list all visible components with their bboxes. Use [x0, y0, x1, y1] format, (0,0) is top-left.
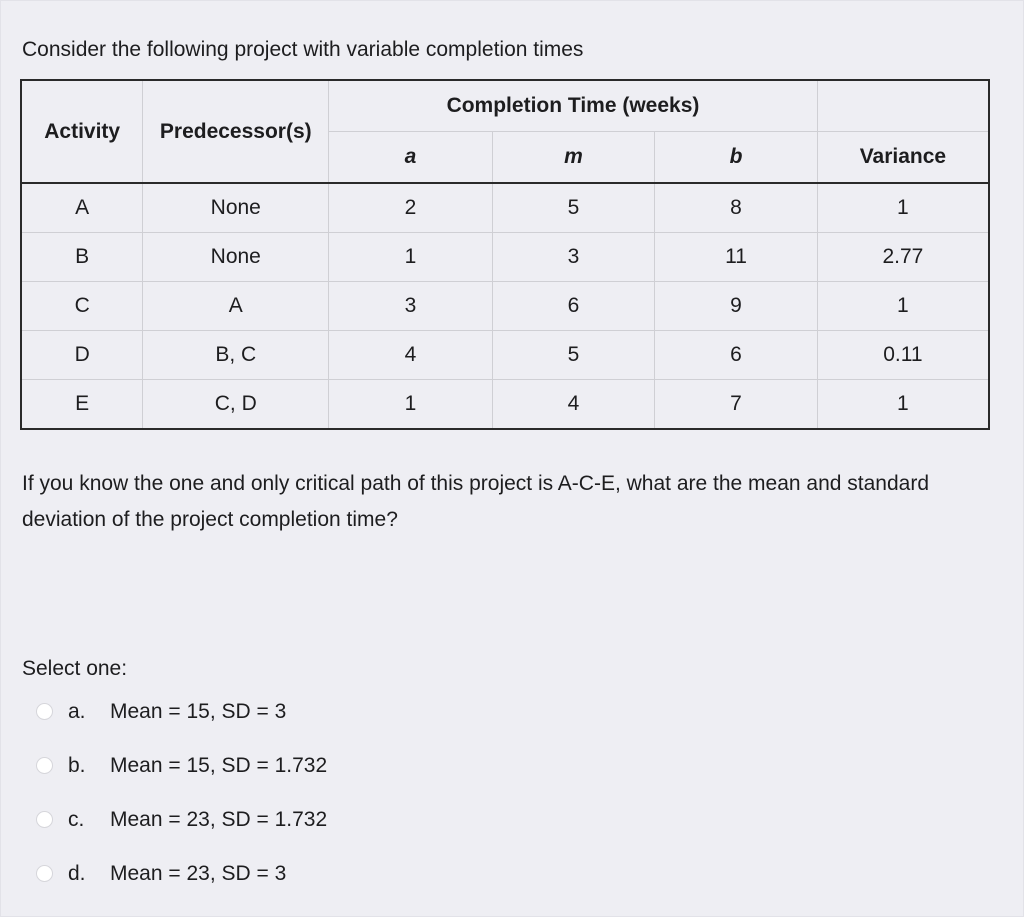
- option-text: Mean = 15, SD = 3: [110, 700, 287, 723]
- cell-activity: B: [21, 233, 143, 282]
- select-one-label: Select one:: [22, 657, 128, 680]
- cell-activity: A: [21, 183, 143, 233]
- cell-variance: 1: [817, 183, 989, 233]
- cell-b: 6: [655, 331, 818, 380]
- cell-m: 6: [492, 282, 655, 331]
- option-a[interactable]: [36, 697, 327, 751]
- header-completion-time: Completion Time (weeks): [329, 80, 818, 132]
- radio-button[interactable]: [36, 757, 53, 774]
- option-text: Mean = 23, SD = 3: [110, 862, 287, 885]
- cell-m: 5: [492, 183, 655, 233]
- cell-predecessors: None: [143, 183, 329, 233]
- table-row: [21, 380, 989, 430]
- cell-a: 3: [329, 282, 493, 331]
- cell-predecessors: None: [143, 233, 329, 282]
- option-d[interactable]: [36, 859, 327, 913]
- table-header-row: [21, 80, 989, 132]
- cell-a: 1: [329, 233, 493, 282]
- option-letter: b.: [68, 754, 86, 777]
- radio-button[interactable]: [36, 811, 53, 828]
- table-row: [21, 282, 989, 331]
- cell-b: 7: [655, 380, 818, 430]
- cell-predecessors: C, D: [143, 380, 329, 430]
- cell-a: 4: [329, 331, 493, 380]
- cell-variance: 0.11: [817, 331, 989, 380]
- cell-variance: 1: [817, 282, 989, 331]
- cell-predecessors: B, C: [143, 331, 329, 380]
- table-row: [21, 183, 989, 233]
- cell-predecessors: A: [143, 282, 329, 331]
- option-letter: c.: [68, 808, 85, 831]
- cell-m: 5: [492, 331, 655, 380]
- table-row: [21, 331, 989, 380]
- cell-activity: D: [21, 331, 143, 380]
- option-text: Mean = 23, SD = 1.732: [110, 808, 328, 831]
- option-text: Mean = 15, SD = 1.732: [110, 754, 328, 777]
- option-letter: d.: [68, 862, 86, 885]
- option-b[interactable]: [36, 751, 327, 805]
- header-m: m: [492, 132, 655, 184]
- intro-text: Consider the following project with variable completion times: [22, 38, 584, 61]
- header-b: b: [655, 132, 818, 184]
- option-letter: a.: [68, 700, 86, 723]
- cell-b: 9: [655, 282, 818, 331]
- cell-a: 1: [329, 380, 493, 430]
- header-variance: Variance: [817, 132, 989, 184]
- table-row: [21, 233, 989, 282]
- cell-m: 4: [492, 380, 655, 430]
- header-empty: [817, 80, 989, 132]
- header-activity: Activity: [21, 80, 143, 183]
- answer-options: [36, 697, 327, 913]
- header-predecessors: Predecessor(s): [143, 80, 329, 183]
- option-c[interactable]: [36, 805, 327, 859]
- header-a: a: [329, 132, 493, 184]
- question-text: If you know the one and only critical path of this project is A-C-E, what are the mean and standard deviation of the project completion time?: [22, 472, 929, 531]
- cell-variance: 2.77: [817, 233, 989, 282]
- cell-activity: C: [21, 282, 143, 331]
- cell-variance: 1: [817, 380, 989, 430]
- radio-button[interactable]: [36, 865, 53, 882]
- cell-activity: E: [21, 380, 143, 430]
- cell-a: 2: [329, 183, 493, 233]
- cell-b: 11: [655, 233, 818, 282]
- cell-m: 3: [492, 233, 655, 282]
- project-table: [20, 79, 990, 430]
- cell-b: 8: [655, 183, 818, 233]
- radio-button[interactable]: [36, 703, 53, 720]
